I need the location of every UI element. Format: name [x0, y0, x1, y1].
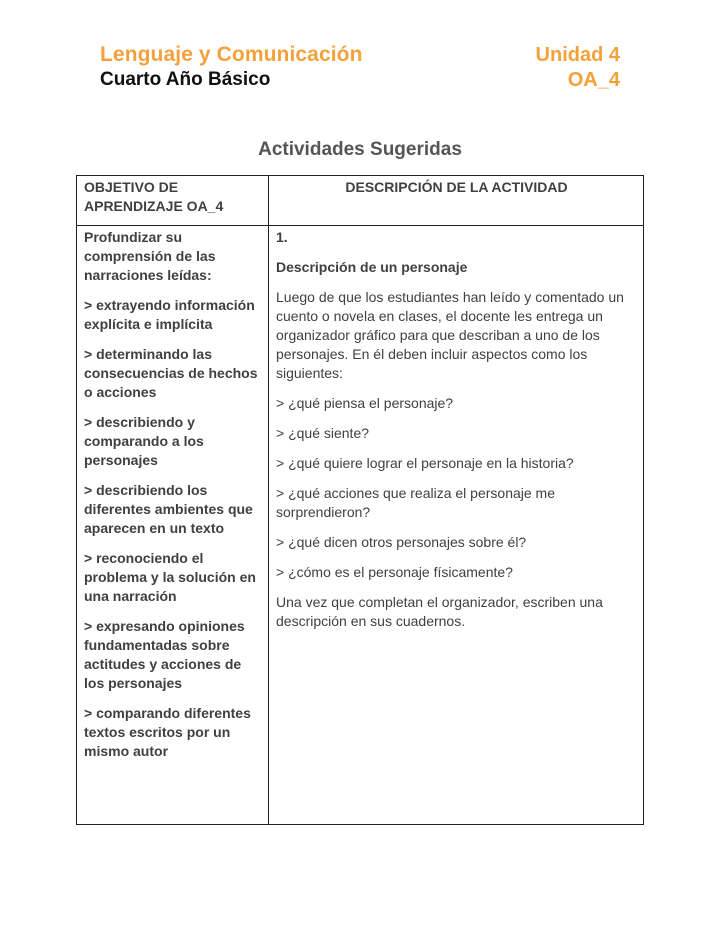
activity-cell [269, 226, 644, 825]
objective-header: OBJETIVO DE APRENDIZAJE OA_4 [77, 176, 269, 226]
page-header [100, 42, 620, 98]
section-title: Actividades Sugeridas [258, 139, 462, 160]
header-left [100, 42, 363, 92]
objective-item: > describiendo los diferentes ambientes que aparecen en un texto [84, 482, 253, 536]
objective-code: OA_4 [567, 69, 620, 91]
activity-header: DESCRIPCIÓN DE LA ACTIVIDAD [269, 176, 644, 226]
objective-item: > comparando diferentes textos escritos por un mismo autor [84, 705, 251, 759]
header-right [536, 42, 620, 92]
unit-label: Unidad 4 [535, 44, 620, 66]
activity-question: > ¿qué acciones que realiza el personaje me sorprendieron? [276, 485, 556, 520]
activities-table [76, 175, 644, 825]
grade-level: Cuarto Año Básico [100, 69, 271, 90]
table-row [77, 226, 644, 825]
activity-question: > ¿qué dicen otros personajes sobre él? [276, 534, 527, 550]
activity-title: Descripción de un personaje [276, 259, 468, 275]
objective-cell [77, 226, 269, 825]
objective-item: > reconociendo el problema y la solución en una narración [84, 550, 256, 604]
objective-item: > expresando opiniones fundamentadas sobre actitudes y acciones de los personajes [84, 618, 245, 691]
activity-question: > ¿qué siente? [276, 425, 370, 441]
objective-item: > describiendo y comparando a los personajes [84, 414, 204, 468]
objective-intro: Profundizar su comprensión de las narraciones leídas: [84, 229, 216, 283]
activity-number: 1. [276, 229, 288, 245]
activity-intro: Luego de que los estudiantes han leído y comentado un cuento o novela en clases, el docente les entrega un organizador gráfico para que describan a uno de los personajes. En él deben incluir aspectos como los siguientes: [276, 289, 624, 381]
activity-closing: Una vez que completan el organizador, escriben una descripción en sus cuadernos. [276, 594, 603, 629]
activity-question: > ¿qué quiere lograr el personaje en la historia? [276, 455, 574, 471]
objective-item: > determinando las consecuencias de hechos o acciones [84, 346, 258, 400]
objective-item: > extrayendo información explícita e implícita [84, 297, 255, 332]
table-header-row [77, 176, 644, 226]
subject-title: Lenguaje y Comunicación [100, 43, 363, 66]
activity-question: > ¿qué piensa el personaje? [276, 395, 454, 411]
activity-question: > ¿cómo es el personaje físicamente? [276, 564, 513, 580]
